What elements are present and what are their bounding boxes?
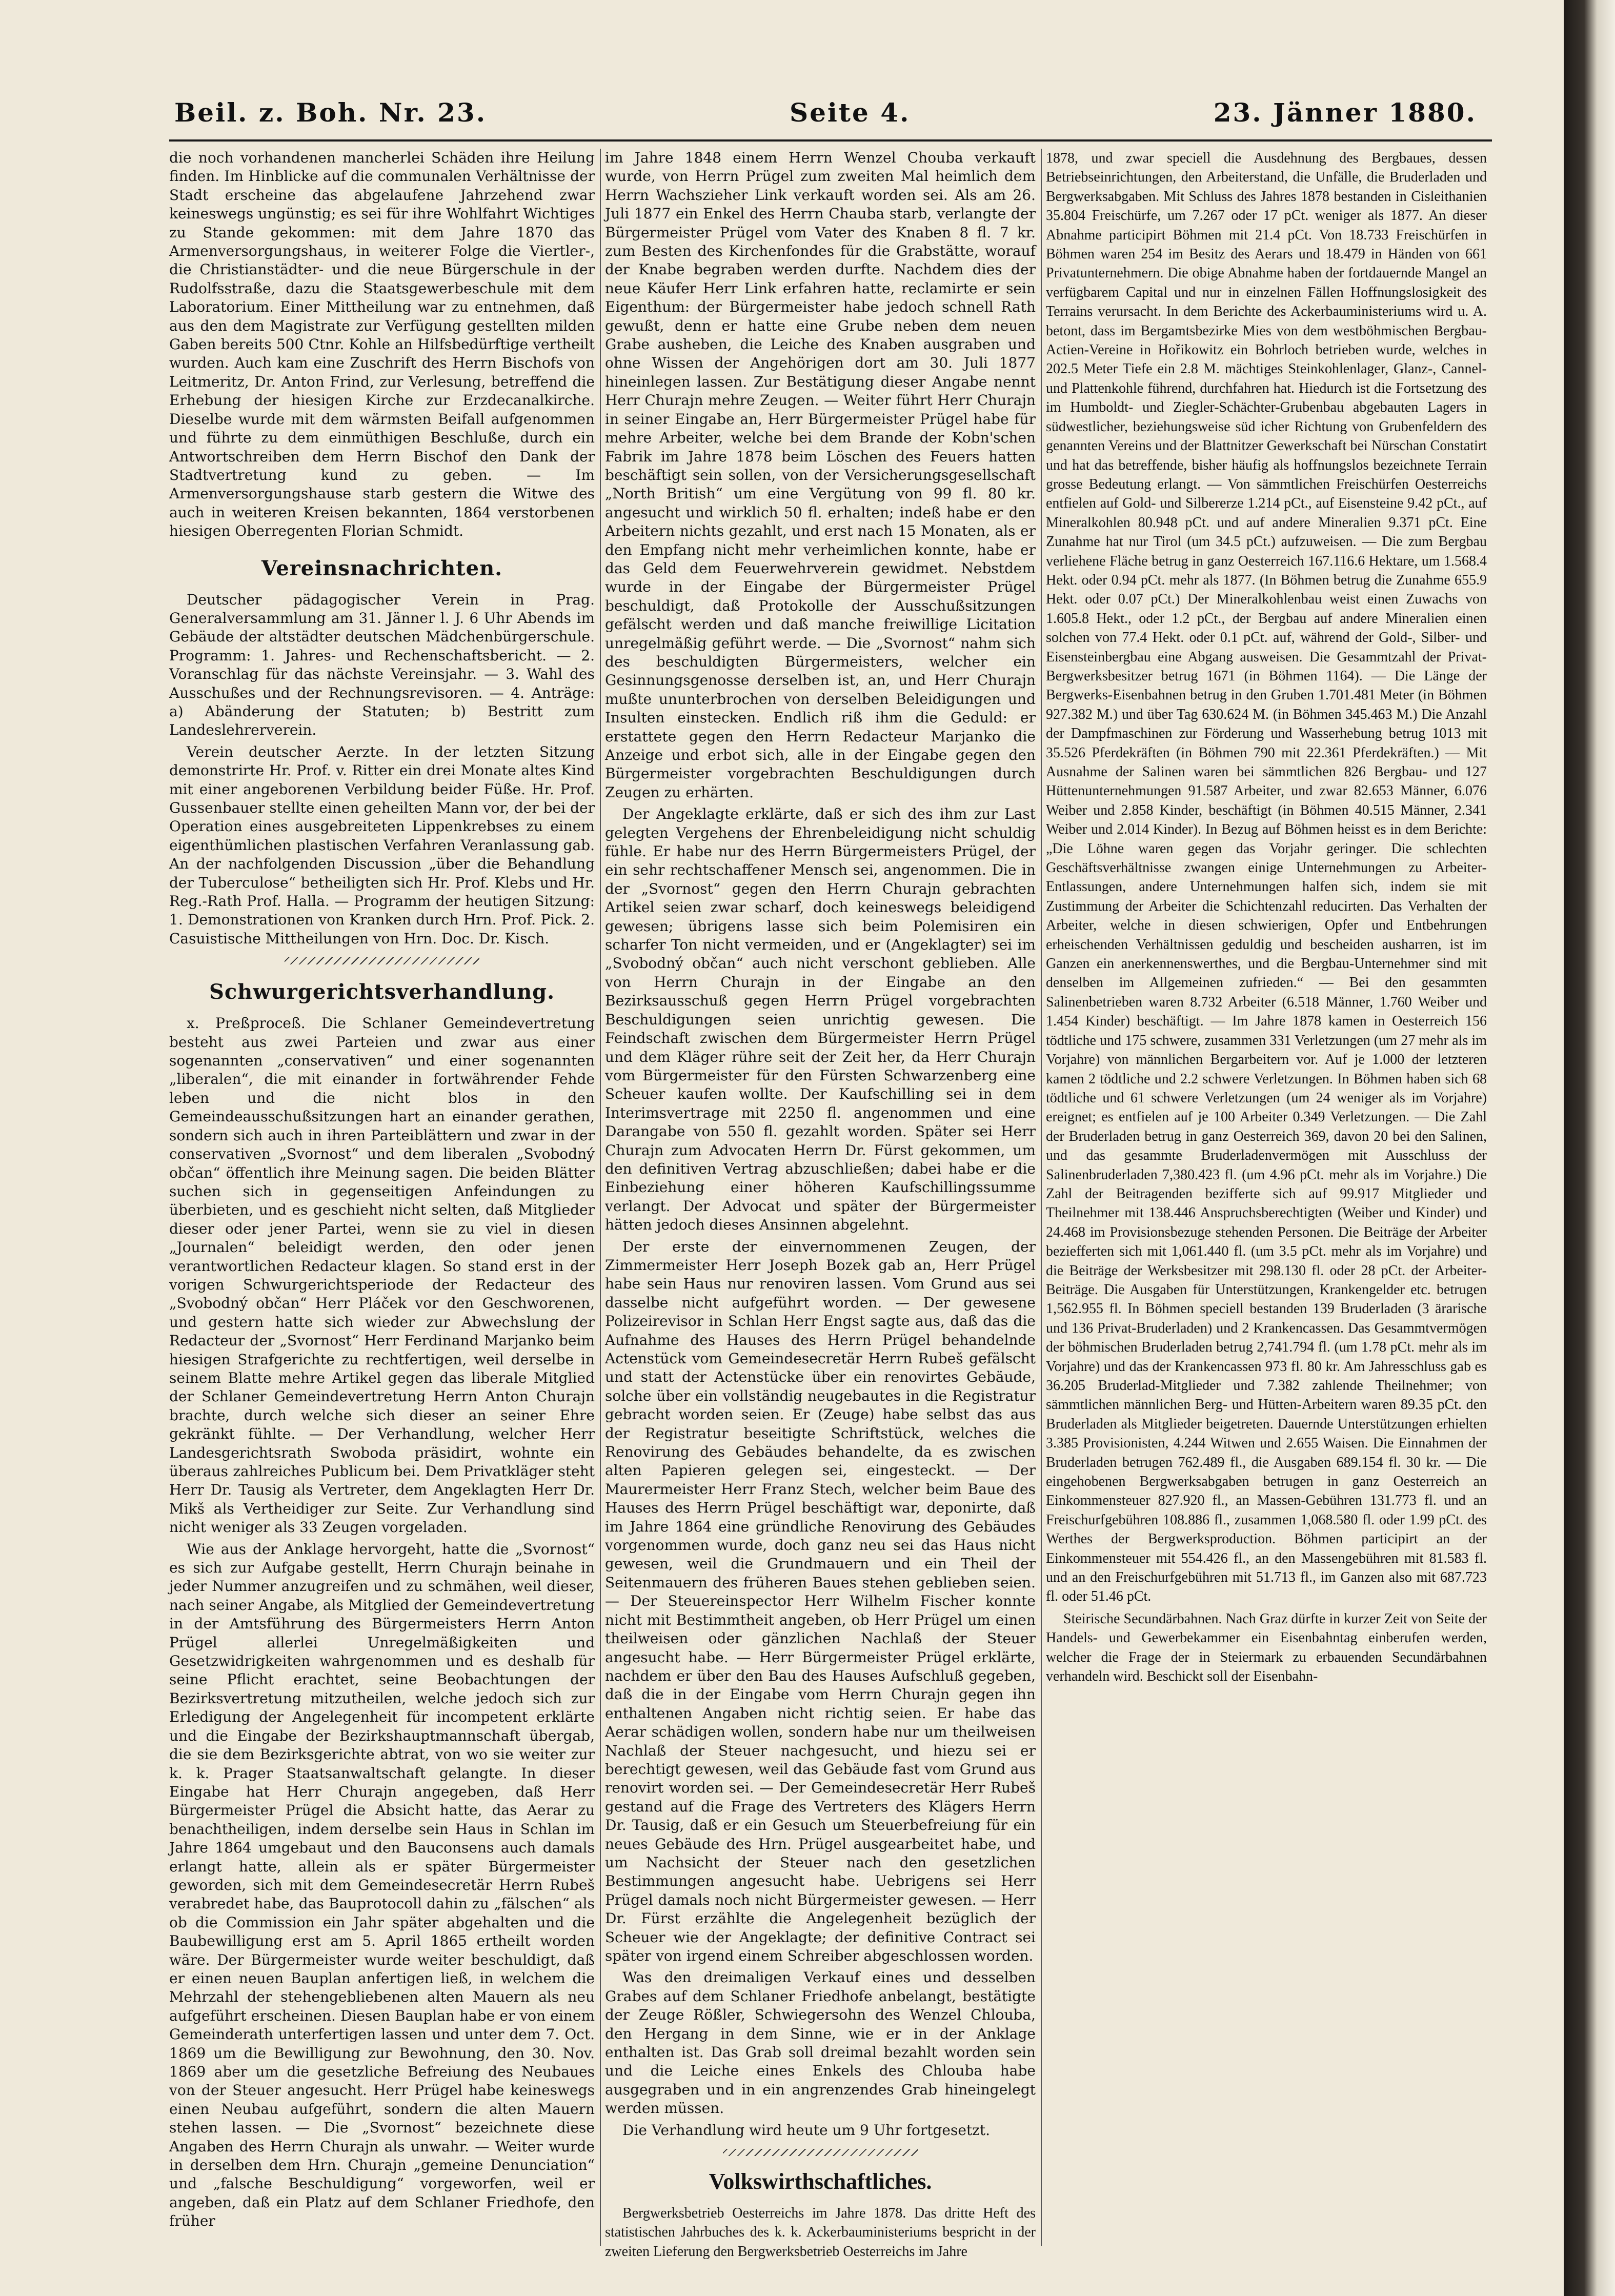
- section-heading-schwurgericht: Schwurgerichtsverhandlung.: [209, 980, 555, 1004]
- column-divider: [600, 149, 601, 2246]
- article-steirische-secundaerbahnen: Steirische Secundärbahnen. Nach Graz dürfte in kurzer Zeit von Seite der Handels- und Gewerbekammer ein Eisenbahntag einberufen werden, welcher die Frage der in Steiermark zu erbauenden Secundärbahnen verhandeln wird. Beschickt soll der Eisenbahn-: [1046, 1610, 1487, 1685]
- header-page-number: Seite 4.: [790, 97, 911, 128]
- article-local-news: die noch vorhandenen mancherlei Schäden ihre Heilung finden. Im Hinblicke auf die communalen Verhältnisse der Stadt erscheine das abgelaufene Jahrzehend zwar keineswegs ungünstig; es sei für ihre Wohlfahrt Wichtiges zu Stande gekommen: mit dem Jahre 1870 das Armenversorgungshaus, in weiterer Folge die Viertler-, die Christianstädter- und die neue Bürgerschule in der Rudolfsstraße, dazu die Staatsgewerbeschule mit dem Laboratorium. Einer Mittheilung war zu entnehmen, daß aus den dem Magistrate zur Verfügung gestellten milden Gaben bereits 500 Ctnr. Kohle an Hilfsbedürftige vertheilt wurden. Auch kam eine Zuschrift des Herrn Bischofs von Leitmeritz, Dr. Anton Frind, zur Verlesung, betreffend die Erhebung der hiesigen Kirche zur Erzdecanalkirche. Dieselbe wurde mit dem wärmsten Beifall aufgenommen und führte zu dem einmüthigen Beschluße, durch ein Antwortschreiben dem Herrn Bischof den Dank der Stadtvertretung kund zu geben. — Im Armenversorgungshause starb gestern die Witwe des auch in weiteren Kreisen bekannten, 1864 verstorbenen hiesigen Oberregenten Florian Schmidt.: [169, 149, 595, 540]
- article-pressprocess-cont: im Jahre 1848 einem Herrn Wenzel Chouba verkauft wurde, von Herrn Prügel zum zweiten Mal heimlich dem Herrn Wachszieher Link verkauft worden sei. Als am 26. Juli 1877 ein Enkel des Herrn Chauba starb, verlangte der Bürgermeister Prügel vom Vater des Knaben 8 fl. 7 kr. zum Besten des Kirchenfondes für die Grabstätte, worauf der Knabe begraben werden durfte. Nachdem dies der neue Käufer Herr Link erfahren hatte, reclamirte er sein Eigenthum: der Bürgermeister habe jedoch schnell Rath gewußt, denn er hatte eine Grube neben dem neuen Grabe ausheben, die Leiche des Knaben ausgraben und ohne Wissen der Angehörigen dort am 30. Juli 1877 hineinlegen lassen. Zur Bestätigung dieser Angabe nennt Herr Churajn mehre Zeugen. — Weiter führt Herr Churajn in seiner Eingabe an, Herr Bürgermeister Prügel habe für mehre Arbeiter, welche bei dem Brande der Kobn'schen Fabrik im Jahre 1878 beim Löschen des Feuers hatten beschäftigt sein sollen, von der Versicherungsgesellschaft „North British“ um eine Vergütung von 99 fl. 80 kr. angesucht und wirklich 50 fl. erhalten; indeß habe er den Arbeitern nichts gezahlt, und erst nach 15 Monaten, als er den Empfang nicht mehr verheimlichen konnte, habe er das Geld dem Feuerwehrverein gewidmet. Nebstdem wurde in der Eingabe der Bürgermeister Prügel beschuldigt, daß Protokolle der Ausschußsitzungen gefälscht werden und daß manche freiwillige Licitation unregelmäßig geführt werde. — Die „Svornost“ nahm sich des beschuldigten Bürgermeisters, welcher ein Gesinnungsgenosse derselben ist, an, und Herr Churajn mußte ununterbrochen von derselben Beleidigungen und Insulten einstecken. Endlich riß ihm die Geduld: er erstattete gegen den Herrn Redacteur Marjanko die Anzeige und erbot sich, alle in der Eingabe gegen den Bürgermeister vorgebrachten Beschuldigungen durch Zeugen zu erhärten.: [605, 149, 1036, 801]
- article-bergwerksbetrieb-cont: 1878, und zwar speciell die Ausdehnung des Bergbaues, dessen Betriebseinrichtungen, den Arbeiterstand, die Unfälle, die Bruderladen und Bergwerksabgaben. Mit Schluss des Jahres 1878 bestanden in Cisleithanien 35.804 Freischürfe, um 7.267 oder 17 pCt. weniger als 1877. An dieser Abnahme participirt Böhmen mit 21.4 pCt. Von 18.733 Freischürfen in Böhmen waren 254 im Besitz des Aerars und 18.479 in Händen von 661 Privatunternehmern. Die obige Abnahme haben der fortdauernde Mangel an verfügbarem Capital und nur in einzelnen Fällen Hoffnungslosigkeit des Terrains verursacht. In dem Berichte des Ackerbauministeriums wird u. A. betont, dass im Bergamtsbezirke Mies von dem westböhmischen Bergbau-Actien-Vereine in Hořikowitz ein Bohrloch betrieben wurde, welches in 202.5 Meter Tiefe ein 2.8 M. mächtiges Steinkohlenlager, Glanz-, Cannel- und Plattenkohle führend, durchfahren hat. Hiedurch ist die Fortsetzung des im Humboldt- und Ziegler-Schächter-Grubenbau abgebauten Lagers in südwestlicher, beziehungsweise süd icher Richtung von Grubenfeldern des genannten Vereins und der Blattnitzer Gewerkschaft bei Nürschan Constatirt und hat das betreffende, bisher häufig als hoffnungslos bezeichnete Terrain grosse Bedeutung erlangt. — Von sämmtlichen Freischürfen Oesterreichs entfielen auf Gold- und Silbererze 1.214 pCt., auf Eisensteine 9.42 pCt., auf Mineralkohlen 80.948 pCt. und auf andere Mineralien 9.371 pCt. Eine Zunahme hat nur Tirol (um 34.5 pCt.) aufzuweisen. — Die zum Bergbau verliehene Fläche betrug in ganz Oesterreich 167.116.6 Hektare, um 1.568.4 Hekt. oder 0.94 pCt. mehr als 1877. (In Böhmen betrug die Zunahme 655.9 Hekt. oder 0.07 pCt.) Der Mineralkohlenbau weist einen Zuwachs von 1.605.8 Hekt., oder 1.2 pCt., der Bergbau auf andere Mineralien einen solchen von 77.4 Hekt. oder 0.1 pCt. auf, während der Gold-, Silber- und Eisensteinbergbau eine Abgang ausweisen. Die Gesammtzahl der Privat-Bergwerksbesitzer betrug 1671 (in Böhmen 1164). — Die Länge der Bergwerks-Eisenbahnen betrug in den Gruben 1.701.481 Meter (in Böhmen 927.382 M.) und über Tag 630.624 M. (in Böhmen 345.463 M.) Die Anzahl der Dampfmaschinen zur Förderung und Wasserhebung betrug 1013 mit 35.526 Pferdekräften (in Böhmen 790 mit 22.361 Pferdekräften.) — Mit Ausnahme der Salinen waren bei sämmtlichen 826 Bergbau- und 127 Hüttenunternehmungen 91.587 Arbeiter, und zwar 82.653 Männer, 6.076 Weiber und 2.858 Kinder, beschäftigt (in Böhmen 40.515 Männer, 2.341 Weiber und 2.014 Kinder). In Bezug auf Böhmen heisst es in dem Berichte: „Die Löhne waren gegen das Vorjahr geringer. Die schlechten Geschäftsverhältnisse zwangen einige Unternehmungen zu Arbeiter-Entlassungen, andere Unternehmungen halfen sich, indem sie mit Zustimmung der Arbeiter die Schichtenzahl reducirten. Das Verhalten der Arbeiter, welche in diesen schwierigen, Opfer und Entbehrungen erheischenden Verhältnissen geduldig und bescheiden ausharren, ist im Ganzen ein anerkennenswerthes, und die Bergbau-Unternehmer sind mit denselben im Allgemeinen zufrieden.“ — Bei den gesammten Salinenbetrieben waren 8.732 Arbeiter (6.518 Männer, 1.760 Weiber und 1.454 Kinder) beschäftigt. — Im Jahre 1878 kamen in Oesterreich 156 tödtliche und 175 schwere, zusammen 331 Verletzungen (um 27 mehr als im Vorjahre) von männlichen Bergarbeitern vor. Auf je 1.000 der letzteren kamen 2 tödtliche und 2.2 schwere Verletzungen. In Böhmen haben sich 68 tödtliche und 61 schwere Verletzungen (um 24 weniger als im Vorjahre) ereignet; es entfielen auf je 100 Arbeiter 0.349 Verletzungen. — Die Zahl der Bruderladen betrug in ganz Oesterreich 369, davon 20 bei den Salinen, und das gesammte Bruderladenvermögen mit Ausschluss der Salinenbruderladen 7,380.423 fl. (um 4.96 pCt. mehr als im Vorjahre.) Die Zahl der Beitragenden bezifferte sich auf 99.917 Mitglieder und Theilnehmer mit 138.446 Anspruchsberechtigten (Weiber und Kinder) und 24.468 im Provisionsbezuge stehenden Personen. Die Beiträge der Arbeiter beziefferten sich mit 1,061.440 fl. (um 3.5 pCt. mehr als im Vorjahre) und die Beiträge der Werksbesitzer mit 298.130 fl. oder 28 pCt. der Arbeiter-Beiträge. Die Ausgaben für Unterstützungen, Krankengelder etc. betrugen 1,562.955 fl. In Böhmen speciell bestanden 139 Bruderladen (3 ärarische und 136 Privat-Bruderladen) und 2 Krankencassen. Das Gesammtvermögen der böhmischen Bruderladen betrug 2,741.794 fl. (um 1.78 pCt. mehr als im Vorjahre) und das der Krankencassen 973 fl. 80 kr. Am Jahresschluss gab es 36.205 Bruderlad-Mitglieder und 7.382 zahlende Theilnehmer; von sämmtlichen männlichen Berg- und Hütten-Arbeitern waren 89.35 pCt. den Bruderladen als Mitglieder beigetreten. Dauernde Unterstützungen erhielten 3.385 Provisionisten, 4.244 Witwen und 2.655 Waisen. Die Einnahmen der Bruderladen betrugen 762.489 fl., die Ausgaben 689.154 fl. 30 kr. — Die eingehobenen Bergwerksabgaben betrugen in ganz Oesterreich an Einkommensteuer 827.920 fl., an Massen-Gebühren 131.773 fl. und an Freischurfgebühren 108.886 fl., zusammen 1,068.580 fl. oder 1.99 pCt. des Werthes der Bergwerksproduction. Böhmen participirt an der Einkommensteuer mit 554.426 fl., an den Massengebühren mit 81.583 fl. und an den Freischurfgebühren mit 51.713 fl., im Ganzen also mit 687.723 fl. oder 51.46 pCt.: [1046, 150, 1487, 1605]
- section-heading-volkswirthschaftliches: Volkswirthschaftliches.: [709, 2169, 932, 2194]
- article-defendant-statement: Der Angeklagte erklärte, daß er sich des ihm zur Last gelegten Vergehens der Ehrenbeleidigung nicht schuldig fühle. Er habe nur des Herrn Bürgermeisters Prügel, der ein sehr rechtschaffener Mensch sei, angenommen. Die in der „Svornost“ gegen den Herrn Churajn gebrachten Artikel seien zwar scharf, doch keineswegs beleidigend gewesen; übrigens lasse sich beim Polemisiren ein scharfer Ton nicht vermeiden, und er (Angeklagter) sei im „Svobodný občan“ auch nicht verschont geblieben. Alle von Herrn Churajn in der Eingabe an den Bezirksausschuß gegen Herrn Prügel vorgebrachten Beschuldigungen seien unrichtig gewesen. Die Feindschaft zwischen dem Bürgermeister Herrn Prügel und dem Kläger rühre seit der Zeit her, da Herr Churajn vom Bürgermeister für den Fürsten Schwarzenberg eine Scheuer kaufen wollte. Der Kaufschilling sei in dem Interimsvertrage mit 2250 fl. angenommen und eine Darangabe von 550 fl. gezahlt worden. Später sei Herr Churajn zum Advocaten Herrn Dr. Fürst gekommen, um den definitiven Vertrag abzuschließen; dabei habe er die Einbeziehung einer höheren Kaufschillingssumme verlangt. Der Advocat und später der Bürgermeister hätten jedoch dieses Ansinnen abgelehnt.: [605, 805, 1036, 1234]
- section-heading-vereinsnachrichten: Vereinsnachrichten.: [261, 556, 503, 580]
- column-1: [169, 149, 595, 2241]
- page-edge-shadow: [1564, 0, 1615, 2296]
- separator-ornament: [285, 957, 479, 964]
- page-header: [169, 92, 1482, 133]
- column-3: [1046, 149, 1487, 2241]
- article-continuation-note: Die Verhandlung wird heute um 9 Uhr fortgesetzt.: [622, 2121, 991, 2139]
- header-rule: [169, 139, 1492, 142]
- article-pressprocess: x. Preßproceß. Die Schlaner Gemeindevertretung besteht aus zwei Parteien und zwar aus einer sogenannten „conservativen“ und einer sogenannten „liberalen“, die mit einander in fortwährender Fehde leben und die nicht blos in den Gemeindeausschußsitzungen hart an einander gerathen, sondern sich auch in ihren Parteiblättern und zwar in der conservativen „Svornost“ und dem liberalen „Svobodný občan“ öffentlich ihre Meinung sagen. Die beiden Blätter suchen sich in gegenseitigen Anfeindungen zu überbieten, und es geschieht nicht selten, daß Mitglieder dieser oder jener Partei, wenn sie zu viel in diesen „Journalen“ beleidigt werden, den oder jenen verantwortlichen Redacteur klagen. So stand erst in der vorigen Schwurgerichtsperiode der Redacteur des „Svobodný občan“ Herr Pláček vor den Geschworenen, und gestern hatte sich wieder zur Abwechslung der Redacteur der „Svornost“ Herr Ferdinand Marjanko beim hiesigen Strafgerichte zu rechtfertigen, weil derselbe in seinem Blatte mehre Artikel gegen das liberale Mitglied der Schlaner Gemeindevertretung Herrn Anton Churajn brachte, durch welche sich dieser an seiner Ehre gekränkt fühlte. — Der Verhandlung, welcher Herr Landesgerichtsrath Swoboda präsidirt, wohnte ein überaus zahlreiches Publicum bei. Dem Privatkläger steht Herr Dr. Tausig als Vertreter, dem Angeklagten Herr Dr. Mikš als Vertheidiger zur Seite. Zur Verhandlung sind nicht weniger als 33 Zeugen vorgeladen.: [169, 1015, 595, 1536]
- column-divider: [1041, 149, 1042, 2246]
- article-witnesses: Der erste der einvernommenen Zeugen, der Zimmermeister Herr Joseph Bozek gab an, Herr Prügel habe sein Haus nur renoviren lassen. Vom Grund aus sei dasselbe nicht aufgeführt worden. — Der gewesene Polizeirevisor in Schlan Herr Engst sagte aus, daß das die Aufnahme des Hauses des Herrn Prügel behandelnde Actenstück vom Gemeindesecretär Herrn Rubeš gefälscht und statt der Actenstücke über ein renovirtes Gebäude, solche über ein vollständig neugebautes in die Registratur gebracht worden seien. Er (Zeuge) habe selbst das aus der Registratur beseitigte Schriftstück, welches die Renovirung des Gebäudes behandelte, da es zwischen alten Papieren gelegen sei, eingesteckt. — Der Maurermeister Herr Franz Stech, welcher beim Baue des Hauses des Herrn Prügel beschäftigt war, deponirte, daß im Jahre 1864 eine gründliche Renovirung des Gebäudes vorgenommen wurde, doch ganz neu sei das Haus nicht gewesen, weil die Grundmauern und ein Theil der Seitenmauern des früheren Baues stehen geblieben seien. — Der Steuereinspector Herr Wilhelm Fischer konnte nicht mit Bestimmtheit angeben, ob Herr Prügel um einen theilweisen oder gänzlichen Nachlaß der Steuer angesucht habe. — Herr Bürgermeister Prügel erklärte, nachdem er über den Bau des Hauses Aufschluß gegeben, daß die in der Eingabe vom Herrn Churajn gegen ihn enthaltenen Angaben nicht richtig seien. Er habe das Aerar schädigen wollen, sondern habe nur um theilweisen Nachlaß der Steuer nachgesucht, und hiezu sei er berechtigt gewesen, weil das Gebäude fast vom Grund aus renovirt worden sei. — Der Gemeindesecretär Herr Rubeš gestand auf die Frage des Vertreters des Klägers Herrn Dr. Tausig, daß er ein Gesuch um Steuerbefreiung für ein neues Gebäude des Hrn. Prügel ausgearbeitet habe, und um Nachsicht der Steuer nach den gesetzlichen Bestimmungen angesucht habe. Uebrigens sei Herr Prügel damals noch nicht Bürgermeister gewesen. — Herr Dr. Fürst erzählte die Angelegenheit bezüglich der Scheuer wie der Angeklagte; der definitive Contract sei später von irgend einem Schreiber abgeschlossen worden.: [605, 1238, 1036, 1964]
- article-pressprocess-cont: Wie aus der Anklage hervorgeht, hatte die „Svornost“ es sich zur Aufgabe gestellt, Herrn Churajn beinahe in jeder Nummer anzugreifen und zu schmähen, weil dieser, nach seiner Angabe, als Mitglied der Gemeindevertretung in der Amtsführung des Bürgermeisters Herrn Anton Prügel allerlei Unregelmäßigkeiten und Gesetzwidrigkeiten wahrgenommen und es deshalb für seine Pflicht erachtet, seine Beobachtungen der Bezirksvertretung mitzutheilen, welche jedoch sich zur Erledigung der Angelegenheit für incompetent erklärte und die Eingabe der Bezirkshauptmannschaft übergab, die sie dem Bezirksgerichte abtrat, von wo sie weiter zur k. k. Prager Staatsanwaltschaft gelangte. In dieser Eingabe hat Herr Churajn angegeben, daß Herr Bürgermeister Prügel die Absicht hatte, das Aerar zu benachtheiligen, indem derselbe sein Haus in Schlan im Jahre 1864 umgebaut und den Bauconsens auch damals erlangt hatte, allein als er später Bürgermeister geworden, sich mit dem Gemeindesecretär Herrn Rubeš verabredet habe, das Bauprotocoll dahin zu „fälschen“ als ob die Commission ein Jahr später abgehalten und die Baubewilligung erst am 5. April 1865 ertheilt worden wäre. Der Bürgermeister wurde weiter beschuldigt, daß er einen neuen Bauplan anfertigen ließ, in welchem die Mehrzahl der stehengebliebenen alten Mauern als neu aufgeführt erscheinen. Diesen Bauplan habe er von einem Gemeinderath unterfertigen lassen und unter dem 7. Oct. 1869 um die Bewilligung zur Bewohnung, den 30. Nov. 1869 aber um die gesetzliche Befreiung des Neubaues von der Steuer angesucht. Herr Prügel habe keineswegs einen Neubau aufgeführt, sondern die alten Mauern stehen lassen. — Die „Svornost“ bezeichnete diese Angaben des Herrn Churajn als unwahr. — Weiter wurde in derselben dem Hrn. Churajn „gemeine Denunciation“ und „falsche Beschuldigung“ vorgeworfen, weil er angeben, daß ein Platz auf dem Schlaner Friedhofe, den früher: [169, 1540, 595, 2230]
- separator-ornament: [723, 2149, 918, 2156]
- article-paedagogischer-verein: Deutscher pädagogischer Verein in Prag. Generalversammlung am 31. Jänner l. J. 6 Uhr Abends im Gebäude der altstädter deutschen Mädchenbürgerschule. Programm: 1. Jahres- und Rechenschaftsbericht. — 2. Voranschlag für das nächste Vereinsjahr. — 3. Wahl des Ausschußes und der Rechnungsrevisoren. — 4. Anträge: a) Abänderung der Statuten; b) Bestritt zum Landeslehrerverein.: [169, 591, 595, 739]
- header-issue: Beil. z. Boh. Nr. 23.: [174, 97, 487, 128]
- article-verein-aerzte: Verein deutscher Aerzte. In der letzten Sitzung demonstrirte Hr. Prof. v. Ritter ein drei Monate altes Kind mit einer angeborenen Verbildung beider Füße. Hr. Prof. Gussenbauer stellte einen geheilten Mann vor, der bei der Operation eines ausgebreiteten Lippenkrebses zu einem eigenthümlichen plastischen Verfahren Veranlassung gab. An der nachfolgenden Discussion „über die Behandlung der Tuberculose“ betheiligten sich Hr. Prof. Klebs und Hr. Reg.-Rath Prof. Halla. — Programm der heutigen Sitzung: 1. Demonstrationen von Kranken durch Hrn. Prof. Pick. 2. Casuistische Mittheilungen von Hrn. Doc. Dr. Kisch.: [169, 743, 595, 947]
- article-bergwerksbetrieb: Bergwerksbetrieb Oesterreichs im Jahre 1878. Das dritte Heft des statistischen Jahrbuches des k. k. Ackerbauministeriums bespricht in der zweiten Lieferung den Bergwerksbetrieb Oesterreichs im Jahre: [605, 2205, 1036, 2260]
- column-2: [605, 149, 1036, 2260]
- article-grave-sale: Was den dreimaligen Verkauf eines und desselben Grabes auf dem Schlaner Friedhofe anbelangt, bestätigte der Zeuge Rößler, Schwiegersohn des Wenzel Chlouba, den Hergang in dem Sinne, wie er in der Anklage enthalten ist. Das Grab soll dreimal bezahlt worden sein und die Leiche eines Enkels des Chlouba habe ausgegraben und in ein angrenzendes Grab hineingelegt werden müssen.: [605, 1969, 1036, 2117]
- header-date: 23. Jänner 1880.: [1213, 97, 1477, 128]
